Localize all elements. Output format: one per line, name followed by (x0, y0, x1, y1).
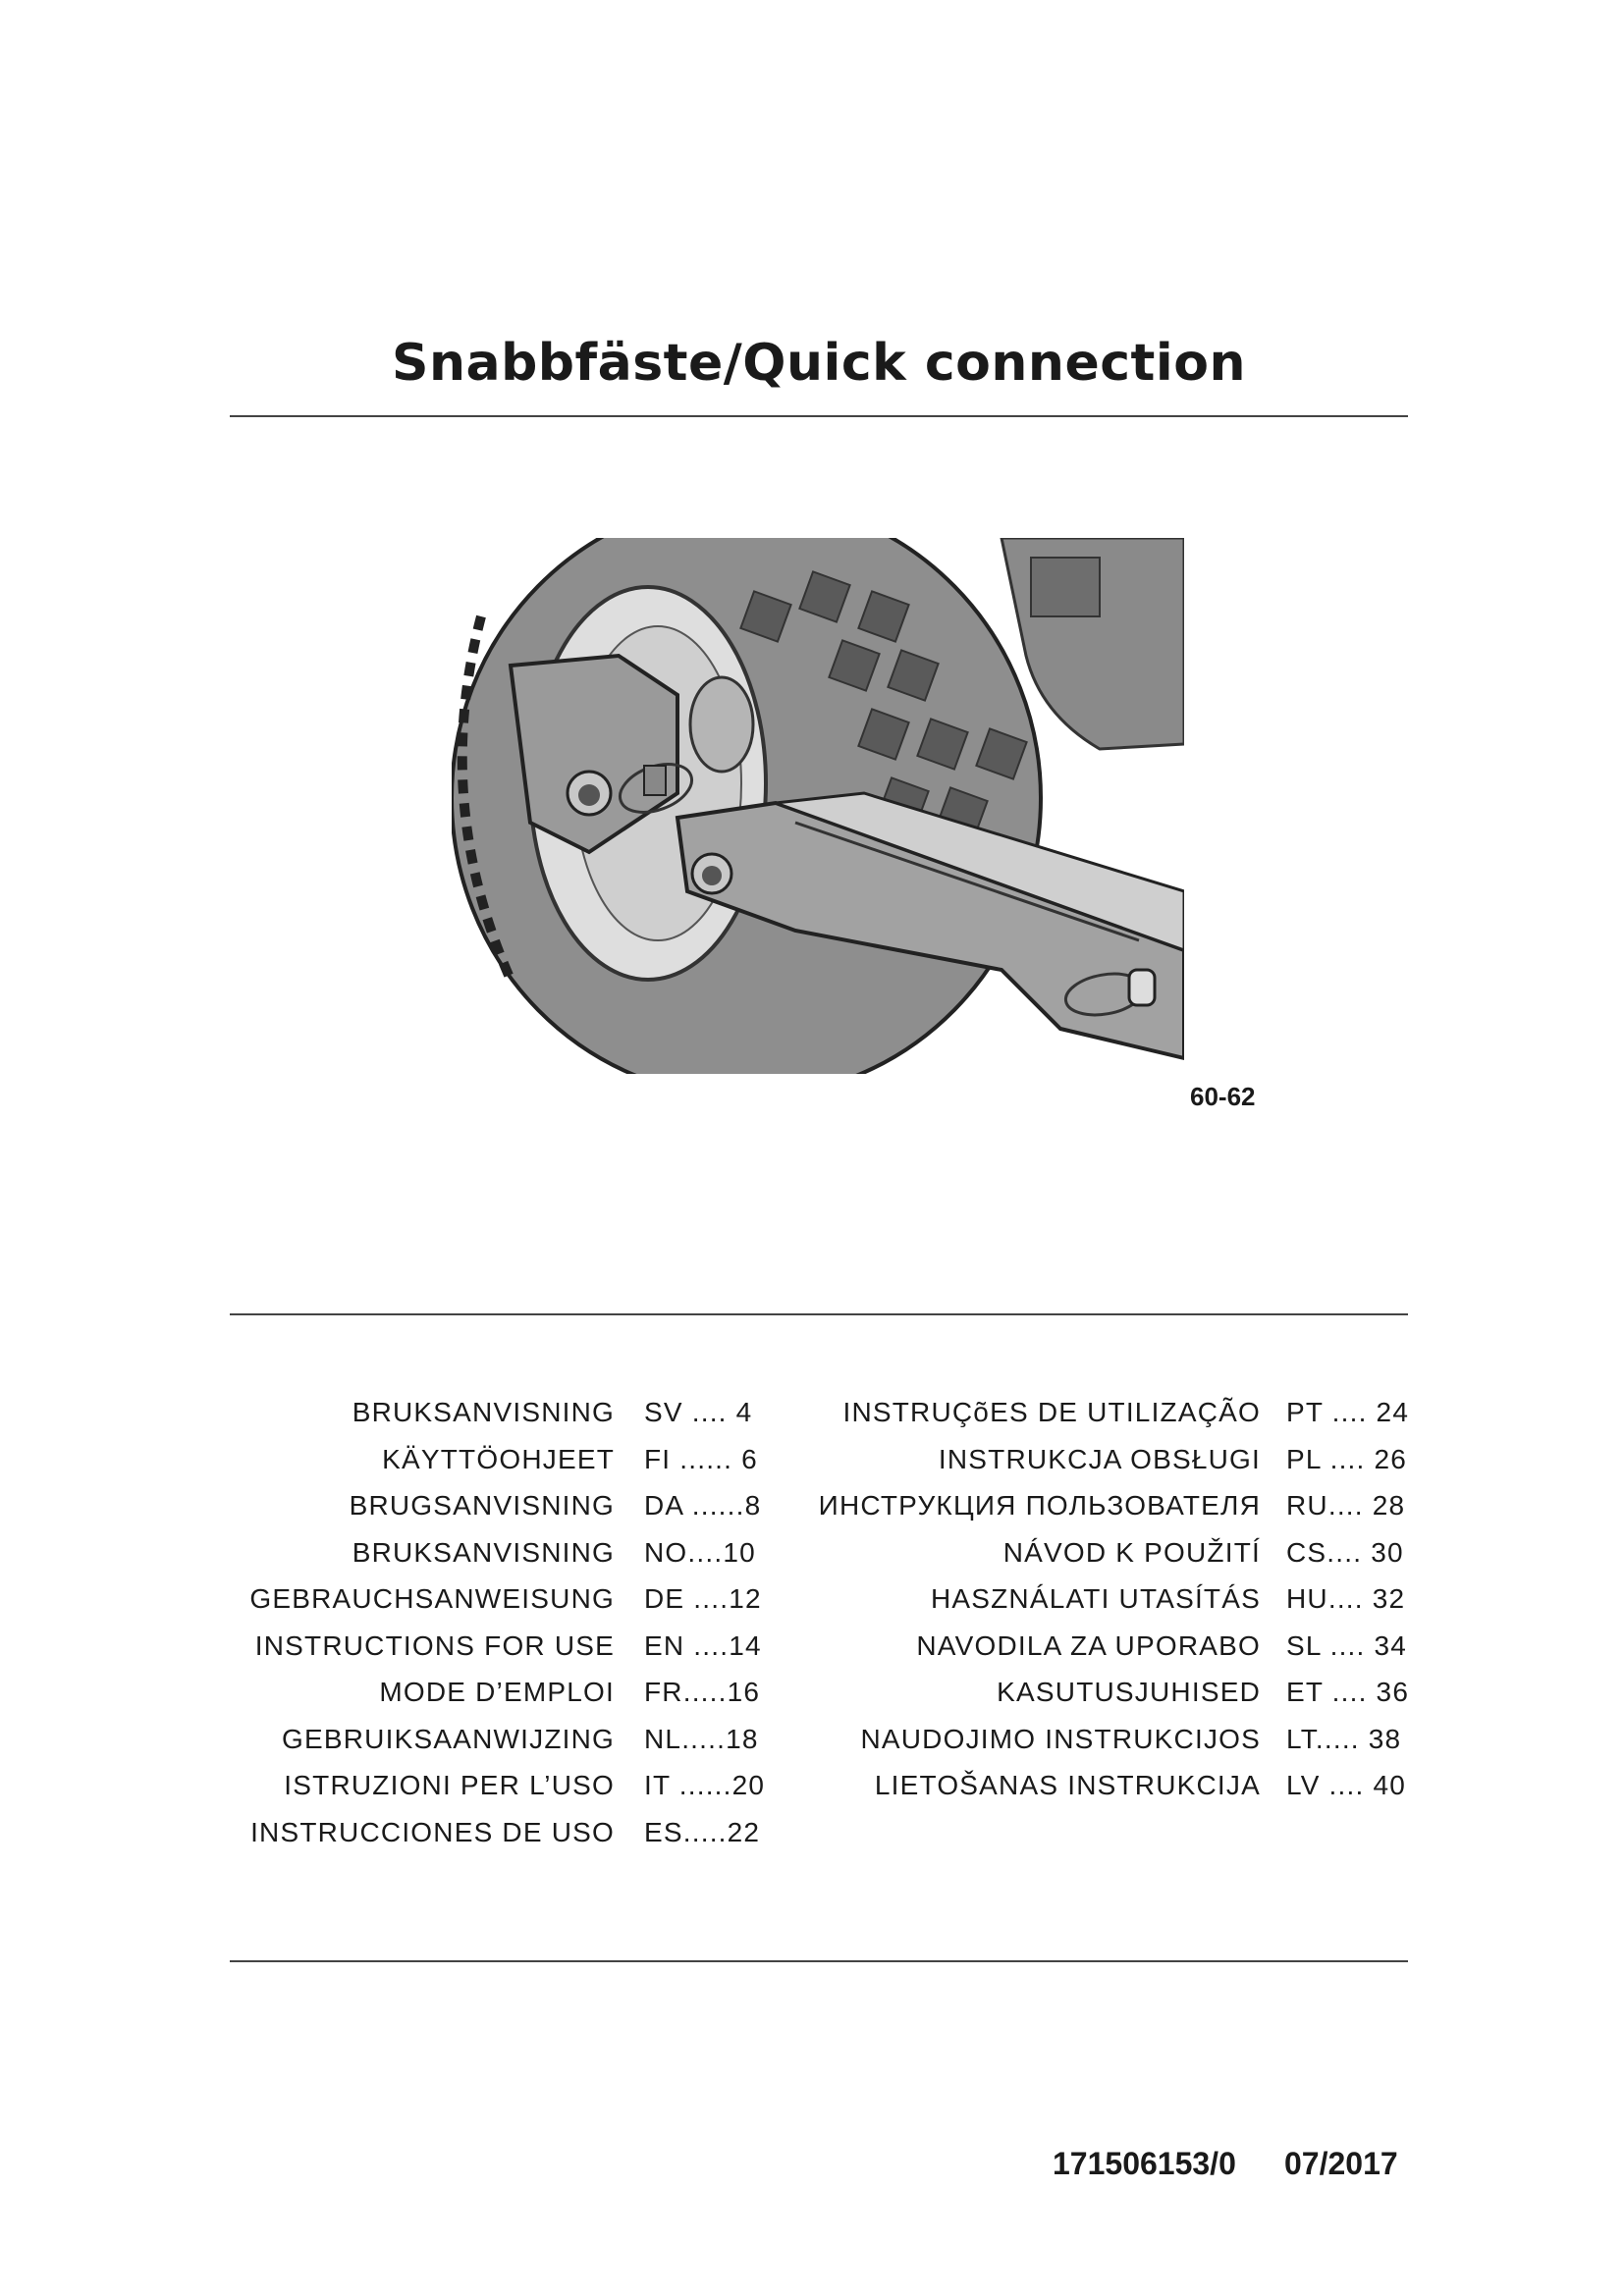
toc-entry-title: GEBRUIKSAANWIJZING (282, 1723, 615, 1754)
toc-entry-title: LIETOŠANAS INSTRUKCIJA (874, 1770, 1261, 1800)
page-title: Snabbfäste/Quick connection (392, 334, 1246, 393)
figure-reference: 60-62 (1190, 1082, 1256, 1111)
toc-entry-title: BRUKSANVISNING (352, 1536, 615, 1568)
toc-entry-title: NAUDOJIMO INSTRUKCIJOS (860, 1723, 1261, 1754)
toc-entry-page: HU.... 32 (1286, 1583, 1406, 1614)
toc-entry-title: BRUKSANVISNING (352, 1397, 615, 1427)
divider-middle (230, 1313, 1408, 1315)
toc-entry-page: PL .... 26 (1286, 1443, 1408, 1474)
toc-entry-title: NAVODILA ZA UPORABO (916, 1629, 1261, 1661)
toc-entry-page: FR.....16 (644, 1677, 761, 1707)
toc-entry-page: CS.... 30 (1286, 1536, 1404, 1568)
divider-bottom (230, 1960, 1408, 1962)
hitch-illustration (452, 538, 1184, 1074)
toc-entry-title: INSTRUCCIONES DE USO (250, 1816, 615, 1847)
toc-entry-page: EN ....14 (644, 1629, 762, 1661)
toc-entry-page: FI ...... 6 (644, 1443, 758, 1474)
toc-entry-page: RU.... 28 (1286, 1490, 1406, 1521)
toc-entry-title: GEBRAUCHSANWEISUNG (249, 1583, 615, 1614)
toc-entry-page: DA ......8 (644, 1490, 762, 1521)
toc-entry-page: IT ......20 (644, 1770, 766, 1800)
part-number: 171506153/0 (1053, 2146, 1236, 2181)
toc-entry-page: NL.....18 (644, 1723, 759, 1754)
toc-entry-page: LV .... 40 (1286, 1770, 1406, 1800)
toc-entry-title: KASUTUSJUHISED (997, 1677, 1261, 1707)
toc-entry-page: ES.....22 (644, 1816, 761, 1847)
divider-top (230, 415, 1408, 417)
toc-entry-title: ИНСТРУКЦИЯ ПОЛЬЗОВАТЕЛЯ (818, 1490, 1261, 1521)
toc-entry-page: PT .... 24 (1286, 1397, 1410, 1427)
toc-entry-title: INSTRUKCJA OBSŁUGI (938, 1443, 1261, 1474)
toc-entry-title: INSTRUÇõES DE UTILIZAÇÃO (842, 1397, 1261, 1427)
toc-entry-page: ET .... 36 (1286, 1677, 1410, 1707)
toc-entry-page: SL .... 34 (1286, 1629, 1408, 1661)
publication-date: 07/2017 (1284, 2146, 1398, 2181)
toc-entry-title: NÁVOD K POUŽITÍ (1002, 1536, 1261, 1568)
toc-entry-title: ISTRUZIONI PER L’USO (284, 1770, 615, 1800)
toc-entry-page: DE ....12 (644, 1583, 762, 1614)
toc-entry-title: BRUGSANVISNING (349, 1490, 615, 1521)
toc-entry-title: MODE D’EMPLOI (379, 1677, 615, 1707)
toc-entry-title: INSTRUCTIONS FOR USE (254, 1629, 615, 1661)
toc-entry-title: HASZNÁLATI UTASÍTÁS (930, 1583, 1261, 1614)
toc-entry-page: LT..... 38 (1286, 1723, 1402, 1754)
toc-entry-page: NO....10 (644, 1536, 756, 1568)
toc-entry-page: SV .... 4 (644, 1397, 753, 1427)
toc-entry-title: KÄYTTÖOHJEET (382, 1443, 615, 1474)
